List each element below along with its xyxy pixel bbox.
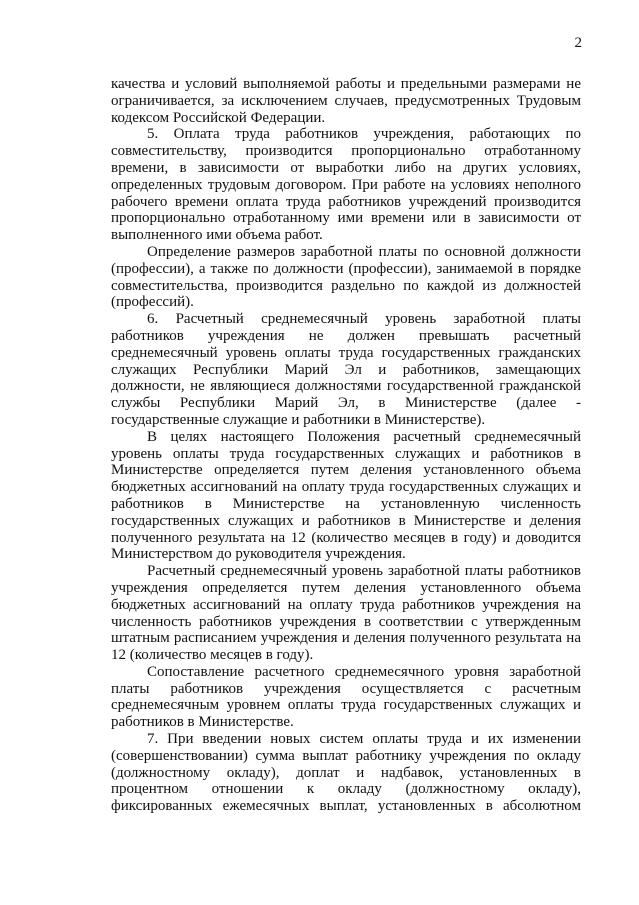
paragraph-ministry-level: В целях настоящего Положения расчетный среднемесячный уровень оплаты труда государственных служащих и работников в Министерстве определяется путем деления установленного объема бюджетных ассигнований на оплату труда государственных служащих и работников в Министерстве на установленную численность государственных служащих и работников в Министерстве и деления полученного результата на 12 (количество месяцев в году) и доводится Министерством до руководителя учреждения. xyxy=(111,428,581,563)
paragraph-institution-level: Расчетный среднемесячный уровень заработной платы работников учреждения определяется путем деления установленного объема бюджетных ассигнований на оплату труда работников учреждения на численность работников учреждения в соответствии с утвержденным штатным расписанием учреждения и деления полученного результата на 12 (количество месяцев в году). xyxy=(111,563,581,664)
page-number: 2 xyxy=(574,35,582,51)
paragraph-comparison: Сопоставление расчетного среднемесячного уровня заработной платы работников учреждения осуществляется с расчетным среднемесячным уровнем оплаты труда государственных служащих и работников в Министерстве. xyxy=(111,663,581,731)
paragraph-continuation: качества и условий выполняемой работы и предельными размерами не ограничивается, за исключением случаев, предусмотренных Трудовым кодексом Российской Федерации. xyxy=(111,76,581,126)
paragraph-item-7: 7. При введении новых систем оплаты труда и их изменении (совершенствовании) сумма выплат работнику учреждения по окладу (должностному окладу), доплат и надбавок, установленных в процентном отношении к окладу (должностному окладу), фиксированных ежемесячных выплат, установленных в абсолютном xyxy=(111,731,581,815)
document-body xyxy=(111,76,581,815)
paragraph-item-6: 6. Расчетный среднемесячный уровень заработной платы работников учреждения не должен превышать расчетный среднемесячный уровень оплаты труда государственных гражданских служащих Республики Марий Эл и работников, замещающих должности, не являющиеся должностями государственной гражданской службы Республики Марий Эл, в Министерстве (далее - государственные служащие и работники в Министерстве). xyxy=(111,311,581,428)
paragraph-item-5: 5. Оплата труда работников учреждения, работающих по совместительству, производится пропорционально отработанному времени, в зависимости от выработки либо на других условиях, определенных трудовым договором. При работе на условиях неполного рабочего времени оплата труда работников учреждений производится пропорционально отработанному ими времени или в зависимости от выполненного ими объема работ. xyxy=(111,126,581,244)
paragraph-salary-determination: Определение размеров заработной платы по основной должности (профессии), а также по должности (профессии), занимаемой в порядке совместительства, производится раздельно по каждой из должностей (профессий). xyxy=(111,243,581,311)
